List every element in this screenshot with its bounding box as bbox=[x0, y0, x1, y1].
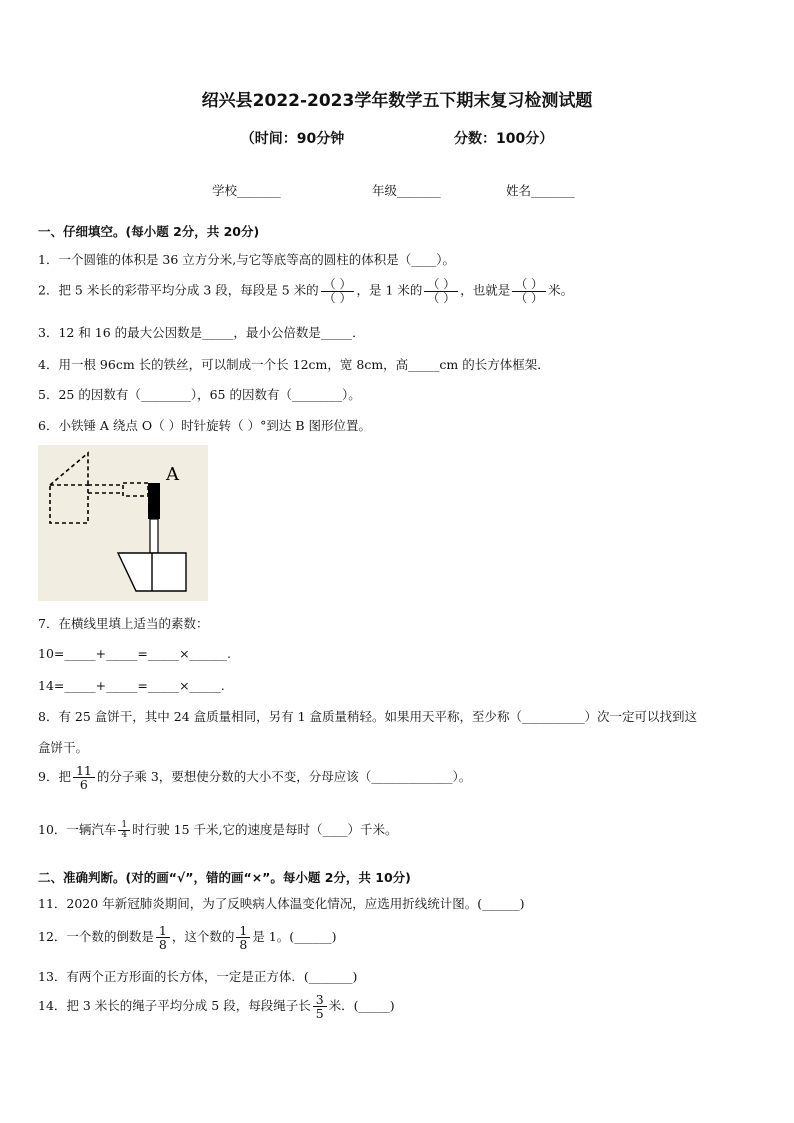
question-7-intro: 7．在横线里填上适当的素数： bbox=[38, 616, 209, 631]
grade-field: 年级_______ bbox=[372, 183, 441, 198]
question-3: 3．12 和 16 的最大公因数是_____，最小公倍数是_____． bbox=[38, 325, 365, 340]
fraction: $\frac{1}{8}$ bbox=[236, 924, 250, 951]
question-4: 4．用一根 96cm 长的铁丝，可以制成一个长 12cm，宽 8cm，高_____cm 的长方体框架． bbox=[38, 357, 550, 372]
rotation-figure bbox=[38, 445, 208, 601]
fraction-blank: $\frac{( )}{( )}$ bbox=[424, 278, 458, 304]
question-10: 10．一辆汽车 $\frac{1}{4}$ 时行驶 15 千米,它的速度是每时（____）千米。 bbox=[38, 819, 398, 840]
label-a: A bbox=[166, 464, 179, 485]
section-2-heading: 二、准确判断。(对的画“√”，错的画“×”。每小题 2分，共 10分) bbox=[38, 870, 411, 885]
exam-meta bbox=[0, 128, 794, 148]
question-12: 12．一个数的倒数是 $\frac{1}{8}$ ，这个数的 $\frac{1}{8}$ 是 1。(______) bbox=[38, 923, 337, 953]
fraction: $\frac{3}{5}$ bbox=[313, 993, 327, 1020]
dashed-hammer-shape bbox=[50, 453, 148, 523]
hammer-handle bbox=[150, 519, 158, 553]
fraction-blank: $\frac{( )}{( )}$ bbox=[512, 278, 546, 304]
page-title: 绍兴县2022-2023学年数学五下期末复习检测试题 bbox=[201, 91, 593, 111]
question-7-line-1: 10=_____+_____=_____×______. bbox=[38, 646, 232, 661]
question-6: 6．小铁锤 A 绕点 O（ ）时针旋转（ ）°到达 B 图形位置。 bbox=[38, 418, 371, 433]
question-9: 9．把 $\frac{11}{6}$ 的分子乘 3，要想使分数的大小不变，分母应该（_____________）。 bbox=[38, 763, 472, 793]
section-1-heading: 一、仔细填空。(每小题 2分，共 20分) bbox=[38, 224, 260, 239]
exam-score: 分数：100分） bbox=[454, 131, 554, 147]
question-13: 13．有两个正方形面的长方体，一定是正方体．(_______) bbox=[38, 969, 358, 984]
question-11: 11．2020 年新冠肺炎期间，为了反映病人体温变化情况，应选用折线统计图。(______) bbox=[38, 896, 525, 911]
fraction: $\frac{1}{4}$ bbox=[118, 821, 130, 841]
question-5: 5．25 的因数有（________），65 的因数有（________）。 bbox=[38, 387, 361, 402]
hammer-rotation-diagram bbox=[38, 445, 208, 601]
fraction-blank: $\frac{( )}{( )}$ bbox=[321, 278, 355, 304]
question-8-line-2: 盒饼干。 bbox=[38, 740, 89, 755]
question-2: 2．把 5 米长的彩带平均分成 3 段，每段是 5 米的 $\frac{( )}{( )}$ ，是 1 米的 $\frac{( )}{( )}$ ，也就是 $\frac{( )}{( )}$ 米。 bbox=[38, 277, 574, 305]
name-field: 姓名_______ bbox=[506, 183, 575, 198]
question-8-line-1: 8．有 25 盒饼干，其中 24 盒质量相同，另有 1 盒质量稍轻。如果用天平称，至少称（__________）次一定可以找到这 bbox=[38, 709, 698, 724]
fraction: $\frac{11}{6}$ bbox=[73, 764, 95, 791]
question-7-line-2: 14=_____+_____=_____×_____. bbox=[38, 678, 225, 693]
hammer-head bbox=[148, 483, 160, 519]
question-1: 1．一个圆锥的体积是 36 立方分米,与它等底等高的圆柱的体积是（____）。 bbox=[38, 252, 456, 267]
school-field: 学校_______ bbox=[212, 183, 281, 198]
exam-time: （时间：90分钟 bbox=[240, 131, 345, 147]
fraction: $\frac{1}{8}$ bbox=[156, 924, 170, 951]
question-14: 14．把 3 米长的绳子平均分成 5 段，每段绳子长 $\frac{3}{5}$ 米．(_____) bbox=[38, 992, 395, 1022]
